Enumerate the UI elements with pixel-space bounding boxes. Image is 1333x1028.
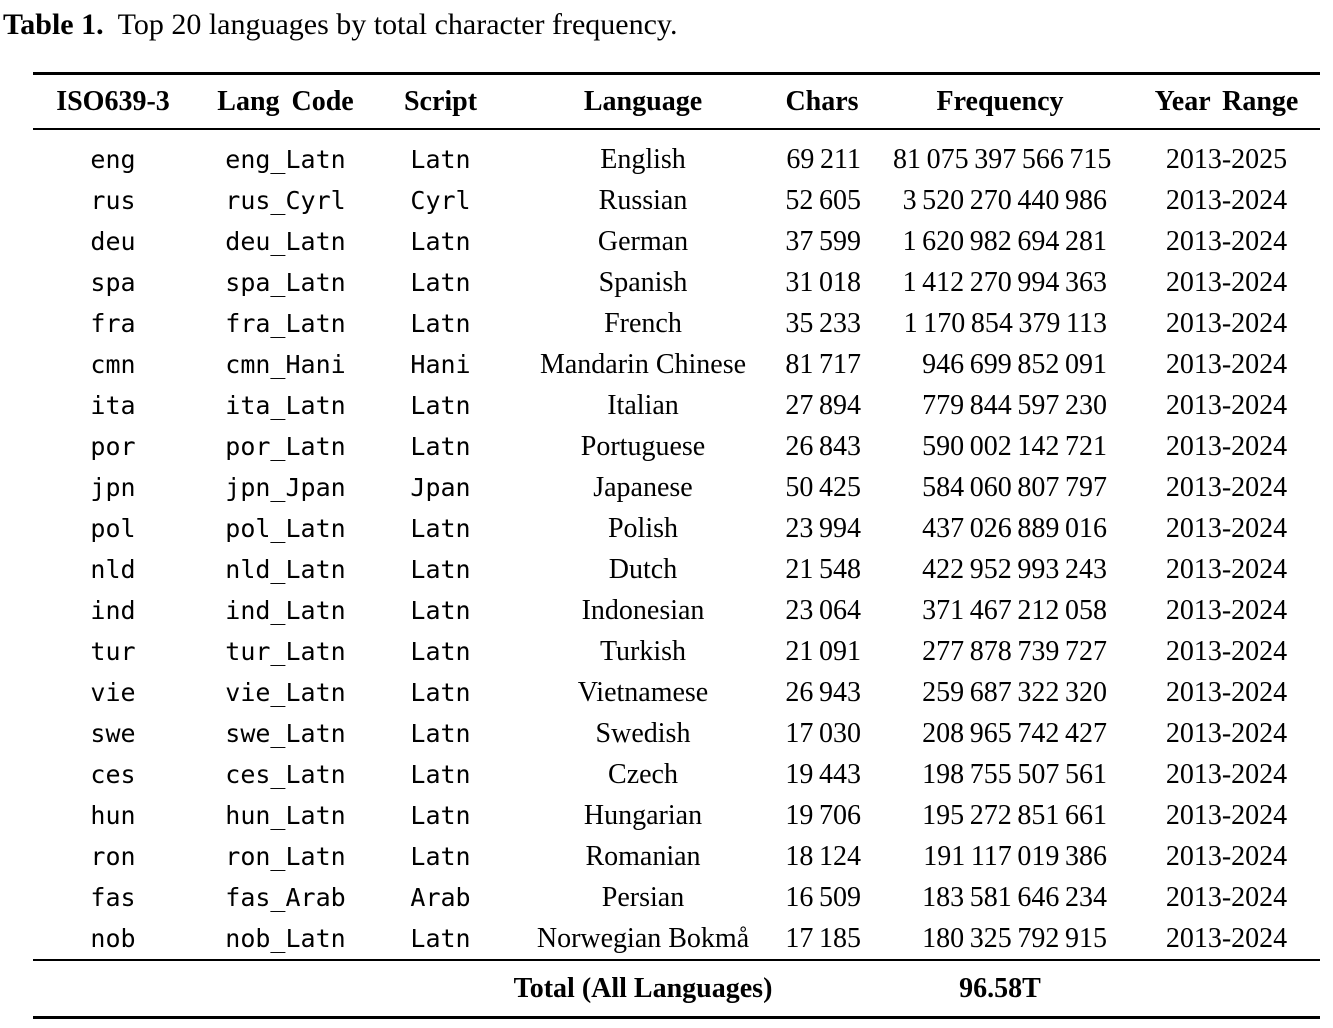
table-row [33,631,1320,672]
cell-iso639-3: spa [90,268,136,297]
cell-year-range: 2013-2024 [1165,594,1288,626]
total-row [33,960,1320,1018]
cell-language: Polish [607,512,679,544]
cell-iso639-3: fra [90,309,136,338]
cell-chars: 69 211 [786,143,861,175]
cell-chars: 27 894 [785,389,861,421]
cell-language: German [597,225,689,257]
table-row [33,713,1320,754]
cell-frequency: 1 170 854 379 113 [903,307,1107,339]
cell-language: Russian [598,184,688,216]
cell-frequency: 437 026 889 016 [922,512,1107,544]
cell-language: Japanese [593,471,693,503]
table-row [33,467,1320,508]
cell-script: Hani [410,350,471,379]
cell-iso639-3: ces [90,760,136,789]
col-header-lang-code: Lang Code [193,74,378,130]
cell-frequency: 180 325 792 915 [922,922,1107,954]
cell-language: Italian [607,389,679,421]
cell-language: Dutch [608,553,678,585]
cell-lang-code: tur_Latn [225,637,346,666]
cell-lang-code: rus_Cyrl [225,186,346,215]
cell-frequency: 1 412 270 994 363 [902,266,1107,298]
cell-frequency: 3 520 270 440 986 [902,184,1107,216]
table-row [33,918,1320,960]
cell-script: Latn [410,227,471,256]
cell-year-range: 2013-2024 [1165,471,1288,503]
table-row [33,795,1320,836]
cell-iso639-3: ita [90,391,136,420]
cell-year-range: 2013-2024 [1165,758,1288,790]
table-row [33,129,1320,180]
cell-chars: 31 018 [785,266,861,298]
cell-language: Spanish [598,266,688,298]
cell-frequency: 422 952 993 243 [922,553,1107,585]
cell-frequency: 183 581 646 234 [922,881,1107,913]
cell-iso639-3: nob [90,924,136,953]
cell-chars: 21 548 [785,553,861,585]
cell-year-range: 2013-2024 [1165,676,1288,708]
cell-iso639-3: eng [90,145,136,174]
table-caption [3,6,1333,44]
cell-lang-code: ron_Latn [225,842,346,871]
cell-script: Latn [410,391,471,420]
cell-frequency: 590 002 142 721 [922,430,1107,462]
col-header-year-range: Year Range [1133,74,1320,130]
table-row [33,426,1320,467]
cell-frequency: 1 620 982 694 281 [902,225,1107,257]
cell-year-range: 2013-2024 [1165,717,1288,749]
cell-script: Latn [410,432,471,461]
total-row-spacer [33,960,193,1018]
cell-iso639-3: swe [90,719,136,748]
header-row [33,74,1320,130]
table-row [33,877,1320,918]
cell-iso639-3: hun [90,801,136,830]
cell-language: Norwegian Bokmå [536,922,750,954]
table-body [33,129,1320,960]
col-header-language: Language [503,74,783,130]
cell-iso639-3: deu [90,227,136,256]
table-row [33,590,1320,631]
total-row-spacer [783,960,893,1018]
cell-chars: 37 599 [785,225,861,257]
cell-frequency: 191 117 019 386 [923,840,1107,872]
cell-frequency: 195 272 851 661 [922,799,1107,831]
cell-year-range: 2013-2024 [1165,307,1288,339]
total-row-spacer [1133,960,1320,1018]
table-header [33,74,1320,130]
table-row [33,508,1320,549]
cell-lang-code: vie_Latn [225,678,346,707]
cell-iso639-3: por [90,432,136,461]
total-label: Total (All Languages) [503,960,783,1018]
cell-script: Latn [410,842,471,871]
cell-script: Latn [410,719,471,748]
table-row [33,754,1320,795]
cell-script: Jpan [410,473,471,502]
cell-year-range: 2013-2024 [1165,512,1288,544]
cell-year-range: 2013-2024 [1165,266,1288,298]
total-frequency-value: 96.58T [893,960,1133,1018]
cell-iso639-3: cmn [90,350,136,379]
cell-script: Cyrl [410,186,471,215]
cell-language: Swedish [595,717,691,749]
cell-year-range: 2013-2024 [1165,635,1288,667]
total-row-spacer [193,960,378,1018]
cell-year-range: 2013-2024 [1165,553,1288,585]
cell-chars: 23 994 [785,512,861,544]
cell-frequency: 81 075 397 566 715 [893,143,1112,175]
table-row [33,221,1320,262]
table-row [33,180,1320,221]
col-header-script: Script [378,74,503,130]
cell-language: Hungarian [583,799,703,831]
cell-frequency: 371 467 212 058 [922,594,1107,626]
table-caption-text: Top 20 languages by total character frequency. [117,8,678,41]
table-row [33,549,1320,590]
cell-frequency: 277 878 739 727 [922,635,1107,667]
cell-year-range: 2013-2024 [1165,348,1288,380]
col-header-iso639-3: ISO639-3 [33,74,193,130]
cell-chars: 52 605 [785,184,861,216]
table-footer [33,960,1320,1018]
cell-chars: 18 124 [785,840,861,872]
cell-script: Latn [410,760,471,789]
cell-lang-code: ces_Latn [225,760,346,789]
cell-script: Latn [410,268,471,297]
cell-year-range: 2013-2024 [1165,840,1288,872]
cell-chars: 17 030 [785,717,861,749]
cell-year-range: 2013-2024 [1165,799,1288,831]
paper-page [0,6,1333,1019]
cell-year-range: 2013-2024 [1165,225,1288,257]
col-header-chars: Chars [783,74,893,130]
cell-iso639-3: tur [90,637,136,666]
cell-iso639-3: pol [90,514,136,543]
cell-script: Latn [410,555,471,584]
cell-script: Latn [410,678,471,707]
cell-script: Latn [410,145,471,174]
cell-chars: 17 185 [785,922,861,954]
cell-year-range: 2013-2024 [1165,184,1288,216]
cell-lang-code: fra_Latn [225,309,346,338]
cell-lang-code: hun_Latn [225,801,346,830]
cell-script: Latn [410,637,471,666]
cell-frequency: 259 687 322 320 [922,676,1107,708]
cell-iso639-3: ron [90,842,136,871]
cell-lang-code: por_Latn [225,432,346,461]
cell-lang-code: pol_Latn [225,514,346,543]
cell-chars: 26 843 [785,430,861,462]
cell-frequency: 584 060 807 797 [922,471,1107,503]
cell-chars: 19 443 [785,758,861,790]
cell-lang-code: spa_Latn [225,268,346,297]
cell-chars: 81 717 [785,348,861,380]
cell-language: Persian [601,881,685,913]
cell-chars: 19 706 [785,799,861,831]
cell-lang-code: eng_Latn [225,145,346,174]
languages-frequency-table [33,72,1320,1019]
cell-language: Turkish [599,635,687,667]
cell-frequency: 779 844 597 230 [922,389,1107,421]
cell-language: Vietnamese [577,676,709,708]
table-row [33,262,1320,303]
cell-iso639-3: fas [90,883,136,912]
total-row-spacer [378,960,503,1018]
cell-script: Latn [410,801,471,830]
cell-lang-code: deu_Latn [225,227,346,256]
cell-lang-code: ind_Latn [225,596,346,625]
cell-chars: 50 425 [785,471,861,503]
table-row [33,344,1320,385]
cell-lang-code: jpn_Jpan [225,473,346,502]
cell-iso639-3: ind [90,596,136,625]
cell-year-range: 2013-2024 [1165,430,1288,462]
table-row [33,385,1320,426]
cell-script: Arab [410,883,471,912]
cell-iso639-3: nld [90,555,136,584]
cell-lang-code: nld_Latn [225,555,346,584]
cell-iso639-3: jpn [90,473,136,502]
cell-iso639-3: vie [90,678,136,707]
cell-language: Indonesian [581,594,705,626]
cell-lang-code: cmn_Hani [225,350,346,379]
cell-frequency: 198 755 507 561 [922,758,1107,790]
cell-chars: 35 233 [785,307,861,339]
cell-language: Portuguese [580,430,706,462]
cell-lang-code: swe_Latn [225,719,346,748]
cell-language: Czech [608,758,678,790]
cell-chars: 26 943 [785,676,861,708]
cell-language: Mandarin Chinese [539,348,747,380]
cell-language: Romanian [585,840,701,872]
cell-script: Latn [410,596,471,625]
cell-language: English [600,143,686,175]
col-header-frequency: Frequency [893,74,1133,130]
table-caption-label: Table 1. [3,8,104,41]
cell-lang-code: nob_Latn [225,924,346,953]
cell-chars: 23 064 [785,594,861,626]
cell-frequency: 208 965 742 427 [922,717,1107,749]
cell-year-range: 2013-2025 [1165,143,1288,175]
table-row [33,672,1320,713]
cell-year-range: 2013-2024 [1165,389,1288,421]
table-row [33,836,1320,877]
cell-script: Latn [410,309,471,338]
cell-iso639-3: rus [90,186,136,215]
cell-year-range: 2013-2024 [1165,881,1288,913]
cell-script: Latn [410,924,471,953]
cell-script: Latn [410,514,471,543]
cell-chars: 21 091 [785,635,861,667]
cell-year-range: 2013-2024 [1165,922,1288,954]
cell-lang-code: ita_Latn [225,391,346,420]
cell-language: French [604,307,682,339]
table-row [33,303,1320,344]
cell-frequency: 946 699 852 091 [922,348,1107,380]
cell-lang-code: fas_Arab [225,883,346,912]
cell-chars: 16 509 [785,881,861,913]
